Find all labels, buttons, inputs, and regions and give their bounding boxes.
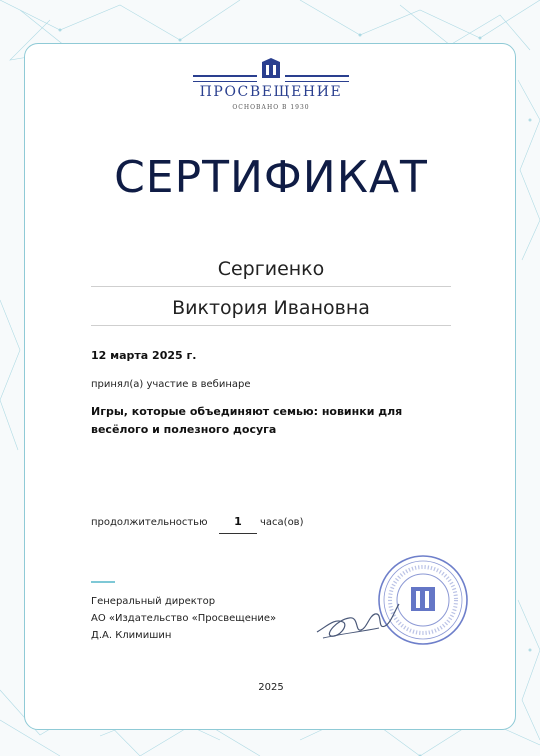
signature-accent-dash (91, 581, 115, 583)
event-date: 12 марта 2025 г. (91, 349, 197, 362)
signatory-block (91, 593, 276, 644)
recipient-surname: Сергиенко (217, 258, 325, 280)
webinar-title: Игры, которые объединяют семью: новинки для весёлого и полезного досуга (91, 405, 403, 436)
participation-text: принял(а) участие в вебинаре (91, 379, 251, 390)
certificate-year: 2025 (258, 682, 284, 693)
duration-label: продолжительностью (91, 517, 208, 528)
surname-divider (91, 286, 451, 287)
duration-unit: часа(ов) (260, 517, 304, 528)
signatory-organization: АО «Издательство «Просвещение» (91, 613, 277, 624)
duration-underline (219, 533, 257, 534)
signatory-position: Генеральный директор (91, 596, 216, 607)
name-divider (91, 325, 451, 326)
signatory-name: Д.А. Климишин (91, 630, 172, 641)
recipient-given-names: Виктория Ивановна (172, 297, 370, 319)
duration-value: 1 (234, 515, 242, 528)
signature-icon (313, 592, 403, 652)
publisher-subtitle: ОСНОВАНО В 1930 (232, 104, 310, 111)
publisher-name: ПРОСВЕЩЕНИЕ (199, 84, 343, 100)
certificate-title: СЕРТИФИКАТ (114, 152, 428, 203)
certificate-card (24, 43, 516, 730)
